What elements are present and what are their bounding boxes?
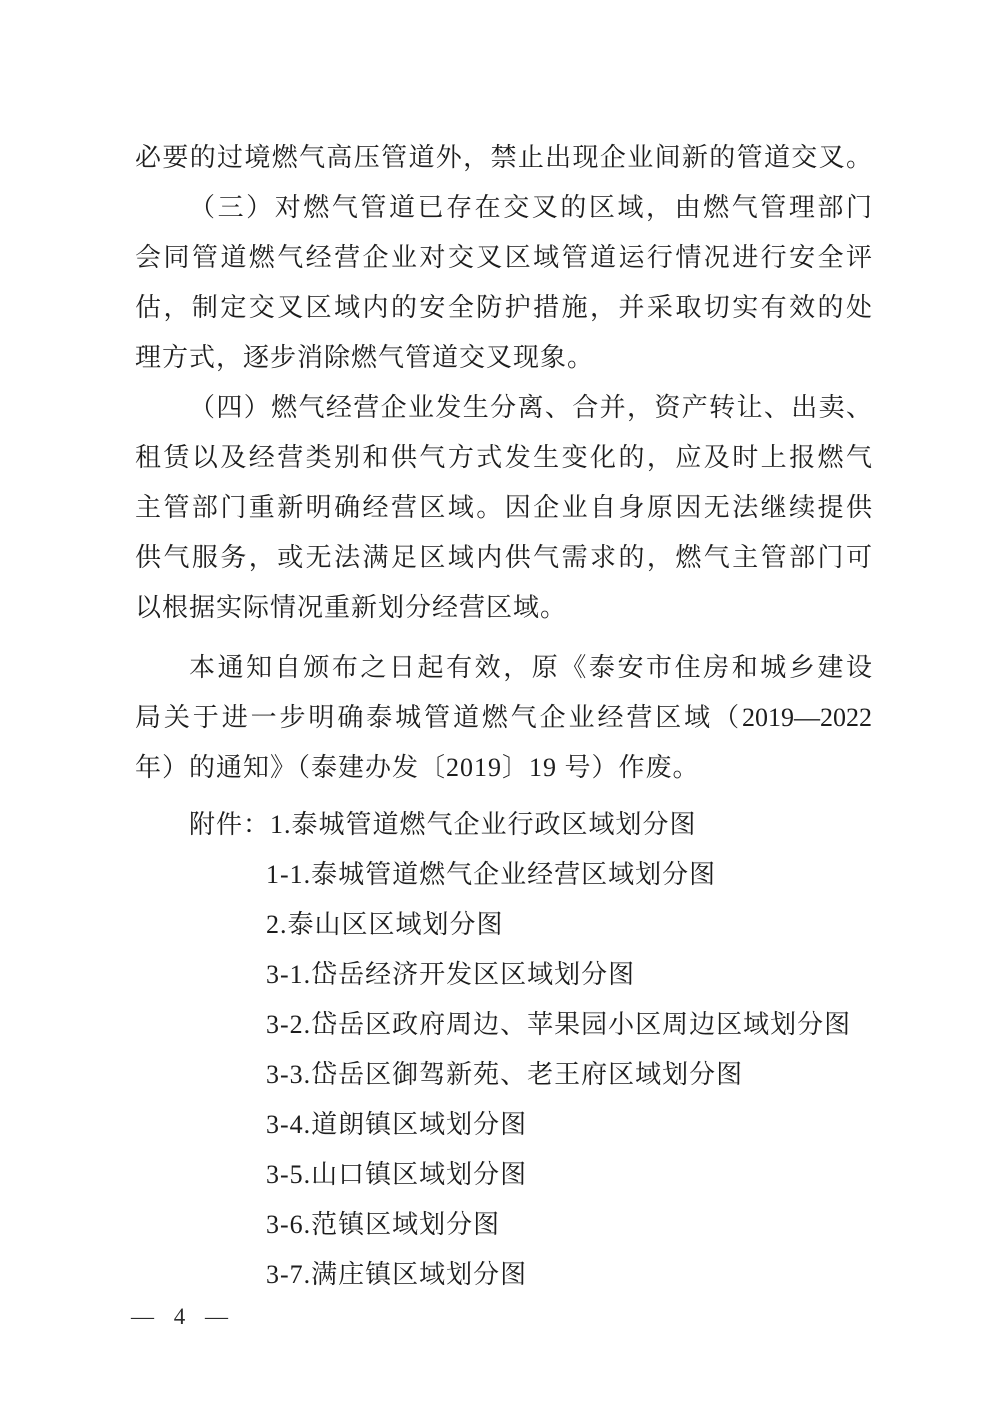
- body-line: 估，制定交叉区域内的安全防护措施，并采取切实有效的处: [135, 293, 872, 322]
- body-line: （四）燃气经营企业发生分离、合并，资产转让、出卖、: [189, 393, 872, 422]
- attachment-item: 3-6.范镇区域划分图: [266, 1210, 501, 1239]
- page-number: — 4 —: [131, 1304, 235, 1329]
- body-line: 必要的过境燃气高压管道外，禁止出现企业间新的管道交叉。: [135, 143, 872, 172]
- attachment-item: 3-7.满庄镇区域划分图: [266, 1260, 528, 1289]
- body-line: 年）的通知》（泰建办发〔2019〕19 号）作废。: [135, 753, 700, 782]
- body-line: 租赁以及经营类别和供气方式发生变化的，应及时上报燃气: [135, 443, 872, 472]
- body-line: 会同管道燃气经营企业对交叉区域管道运行情况进行安全评: [135, 243, 872, 272]
- body-line: 主管部门重新明确经营区域。因企业自身原因无法继续提供: [135, 493, 872, 522]
- attachment-item: 3-4.道朗镇区域划分图: [266, 1110, 528, 1139]
- attachment-item: 2.泰山区区域划分图: [266, 910, 504, 939]
- document-body: [135, 133, 872, 1300]
- attachment-item: 3-3.岱岳区御驾新苑、老王府区域划分图: [266, 1060, 744, 1089]
- body-line: 理方式，逐步消除燃气管道交叉现象。: [135, 343, 595, 372]
- body-line: 以根据实际情况重新划分经营区域。: [135, 593, 568, 622]
- page-footer: [131, 1302, 235, 1332]
- attachment-item: 3-2.岱岳区政府周边、苹果园小区周边区域划分图: [266, 1010, 852, 1039]
- body-line: 本通知自颁布之日起有效，原《泰安市住房和城乡建设: [189, 653, 872, 682]
- body-line: 供气服务，或无法满足区域内供气需求的，燃气主管部门可: [135, 543, 872, 572]
- body-line: （三）对燃气管道已存在交叉的区域，由燃气管理部门: [189, 193, 872, 222]
- attachment-label-line: 附件：1.泰城管道燃气企业行政区域划分图: [189, 810, 697, 839]
- body-line: 局关于进一步明确泰城管道燃气企业经营区域（2019—2022: [135, 703, 872, 732]
- attachment-item: 3-1.岱岳经济开发区区域划分图: [266, 960, 636, 989]
- attachment-item: 1-1.泰城管道燃气企业经营区域划分图: [266, 860, 717, 889]
- attachment-item: 3-5.山口镇区域划分图: [266, 1160, 528, 1189]
